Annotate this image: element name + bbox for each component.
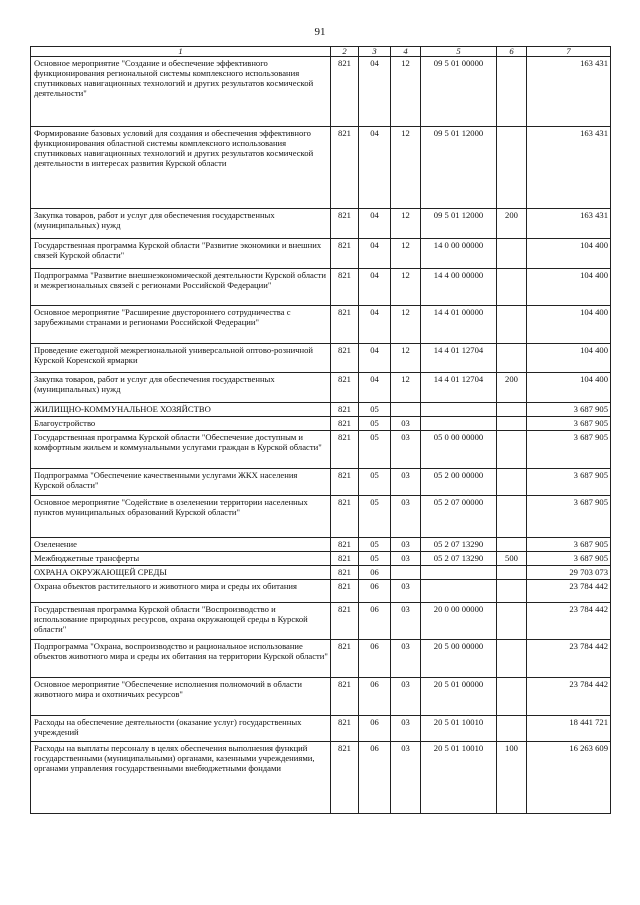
row-summa-cell: 3 687 905 (527, 538, 611, 552)
page-number: 91 (314, 26, 326, 38)
row-podrazdel-cell: 03 (391, 496, 421, 538)
row-summa-cell: 16 263 609 (527, 742, 611, 814)
row-vr-cell (497, 431, 527, 469)
row-name-cell: Основное мероприятие "Расширение двустороннего сотрудничества с зарубежными странами и регионами Российской Федерации" (31, 306, 331, 344)
row-razdel-cell: 05 (359, 496, 391, 538)
row-vr-cell (497, 417, 527, 431)
row-razdel-cell: 06 (359, 566, 391, 580)
row-vr-cell (497, 603, 527, 640)
row-csr-cell: 20 5 01 10010 (421, 742, 497, 814)
row-vedomstvo-cell: 821 (331, 538, 359, 552)
row-summa-cell: 104 400 (527, 373, 611, 403)
row-csr-cell (421, 580, 497, 603)
column-header: 6 (497, 47, 527, 57)
table-row (31, 469, 611, 496)
row-csr-cell: 09 5 01 12000 (421, 209, 497, 239)
row-vedomstvo-cell: 821 (331, 678, 359, 716)
row-csr-cell: 14 4 01 12704 (421, 373, 497, 403)
table-row (31, 580, 611, 603)
row-podrazdel-cell: 03 (391, 580, 421, 603)
row-razdel-cell: 05 (359, 431, 391, 469)
row-razdel-cell: 04 (359, 373, 391, 403)
table-row (31, 431, 611, 469)
row-podrazdel-cell: 12 (391, 373, 421, 403)
table-row (31, 127, 611, 209)
row-razdel-cell: 04 (359, 269, 391, 306)
row-razdel-cell: 05 (359, 469, 391, 496)
row-vedomstvo-cell: 821 (331, 496, 359, 538)
row-podrazdel-cell: 03 (391, 431, 421, 469)
row-csr-cell: 05 0 00 00000 (421, 431, 497, 469)
row-csr-cell: 20 5 00 00000 (421, 640, 497, 678)
row-vr-cell (497, 127, 527, 209)
row-vedomstvo-cell: 821 (331, 431, 359, 469)
row-name-cell: Подпрограмма "Развитие внешнеэкономической деятельности Курской области и межрегиональных связей с регионами Российской Федерации" (31, 269, 331, 306)
column-header: 2 (331, 47, 359, 57)
row-vedomstvo-cell: 821 (331, 469, 359, 496)
row-summa-cell: 23 784 442 (527, 640, 611, 678)
row-csr-cell: 20 5 01 10010 (421, 716, 497, 742)
row-podrazdel-cell: 03 (391, 678, 421, 716)
row-csr-cell: 14 0 00 00000 (421, 239, 497, 269)
row-csr-cell: 20 0 00 00000 (421, 603, 497, 640)
row-name-cell: Закупка товаров, работ и услуг для обеспечения государственных (муниципальных) нужд (31, 209, 331, 239)
row-podrazdel-cell: 12 (391, 127, 421, 209)
column-header: 4 (391, 47, 421, 57)
row-podrazdel-cell: 12 (391, 269, 421, 306)
row-vr-cell (497, 640, 527, 678)
row-podrazdel-cell (391, 403, 421, 417)
row-summa-cell: 163 431 (527, 209, 611, 239)
row-podrazdel-cell: 03 (391, 469, 421, 496)
table-row (31, 344, 611, 373)
row-csr-cell: 14 4 01 00000 (421, 306, 497, 344)
row-vedomstvo-cell: 821 (331, 716, 359, 742)
row-vedomstvo-cell: 821 (331, 640, 359, 678)
row-name-cell: Благоустройство (31, 417, 331, 431)
row-vr-cell: 100 (497, 742, 527, 814)
budget-table (30, 46, 611, 814)
row-name-cell: Охрана объектов растительного и животного мира и среды их обитания (31, 580, 331, 603)
row-vr-cell: 200 (497, 209, 527, 239)
row-summa-cell: 23 784 442 (527, 580, 611, 603)
row-vr-cell (497, 403, 527, 417)
header-row (31, 47, 611, 57)
row-vedomstvo-cell: 821 (331, 239, 359, 269)
row-name-cell: Межбюджетные трансферты (31, 552, 331, 566)
row-vr-cell (497, 344, 527, 373)
row-csr-cell: 05 2 07 13290 (421, 538, 497, 552)
row-vr-cell (497, 306, 527, 344)
row-razdel-cell: 04 (359, 57, 391, 127)
row-csr-cell: 09 5 01 12000 (421, 127, 497, 209)
row-vedomstvo-cell: 821 (331, 269, 359, 306)
row-summa-cell: 104 400 (527, 239, 611, 269)
row-summa-cell: 23 784 442 (527, 603, 611, 640)
row-razdel-cell: 05 (359, 538, 391, 552)
row-podrazdel-cell: 03 (391, 552, 421, 566)
row-summa-cell: 163 431 (527, 57, 611, 127)
row-vedomstvo-cell: 821 (331, 742, 359, 814)
table-row (31, 716, 611, 742)
row-vedomstvo-cell: 821 (331, 552, 359, 566)
row-summa-cell: 3 687 905 (527, 431, 611, 469)
row-summa-cell: 163 431 (527, 127, 611, 209)
row-name-cell: Расходы на выплаты персоналу в целях обеспечения выполнения функций государственными (муниципальными) органами, казенными учреждениями, органами управления государственными внебюджетными фондами (31, 742, 331, 814)
row-vr-cell: 500 (497, 552, 527, 566)
row-summa-cell: 3 687 905 (527, 496, 611, 538)
row-podrazdel-cell: 03 (391, 640, 421, 678)
table-row (31, 496, 611, 538)
row-name-cell: Подпрограмма "Обеспечение качественными услугами ЖКХ населения Курской области" (31, 469, 331, 496)
table-body (31, 57, 611, 814)
row-summa-cell: 3 687 905 (527, 403, 611, 417)
row-podrazdel-cell: 12 (391, 344, 421, 373)
row-summa-cell: 23 784 442 (527, 678, 611, 716)
row-vr-cell (497, 566, 527, 580)
row-vr-cell (497, 269, 527, 306)
row-csr-cell: 09 5 01 00000 (421, 57, 497, 127)
row-razdel-cell: 06 (359, 742, 391, 814)
row-vedomstvo-cell: 821 (331, 603, 359, 640)
column-header: 3 (359, 47, 391, 57)
row-razdel-cell: 05 (359, 417, 391, 431)
row-razdel-cell: 06 (359, 640, 391, 678)
row-vedomstvo-cell: 821 (331, 566, 359, 580)
row-csr-cell: 20 5 01 00000 (421, 678, 497, 716)
row-summa-cell: 29 703 073 (527, 566, 611, 580)
row-csr-cell (421, 417, 497, 431)
row-vedomstvo-cell: 821 (331, 417, 359, 431)
row-name-cell: Закупка товаров, работ и услуг для обеспечения государственных (муниципальных) нужд (31, 373, 331, 403)
row-name-cell: Государственная программа Курской области "Воспроизводство и использование природных ресурсов, охрана окружающей среды в Курской области" (31, 603, 331, 640)
table-row (31, 417, 611, 431)
row-vr-cell (497, 496, 527, 538)
row-vr-cell (497, 716, 527, 742)
table-row (31, 239, 611, 269)
table-row (31, 566, 611, 580)
row-vr-cell (497, 580, 527, 603)
row-name-cell: ОХРАНА ОКРУЖАЮЩЕЙ СРЕДЫ (31, 566, 331, 580)
row-summa-cell: 18 441 721 (527, 716, 611, 742)
row-csr-cell: 05 2 00 00000 (421, 469, 497, 496)
row-summa-cell: 3 687 905 (527, 417, 611, 431)
row-vr-cell (497, 678, 527, 716)
column-header: 1 (31, 47, 331, 57)
row-razdel-cell: 04 (359, 344, 391, 373)
row-csr-cell (421, 403, 497, 417)
row-podrazdel-cell: 03 (391, 538, 421, 552)
row-vedomstvo-cell: 821 (331, 209, 359, 239)
row-vedomstvo-cell: 821 (331, 344, 359, 373)
row-name-cell: Основное мероприятие "Создание и обеспечение эффективного функционирования региональной системы комплексного использования спутниковых навигационных технологий и других результатов космической деятельности" (31, 57, 331, 127)
table-row (31, 678, 611, 716)
row-vedomstvo-cell: 821 (331, 580, 359, 603)
column-header: 7 (527, 47, 611, 57)
row-razdel-cell: 04 (359, 209, 391, 239)
row-razdel-cell: 06 (359, 678, 391, 716)
table-row (31, 603, 611, 640)
row-podrazdel-cell: 12 (391, 57, 421, 127)
row-vr-cell: 200 (497, 373, 527, 403)
table-row (31, 373, 611, 403)
row-podrazdel-cell: 12 (391, 239, 421, 269)
row-summa-cell: 104 400 (527, 306, 611, 344)
row-podrazdel-cell: 03 (391, 603, 421, 640)
row-vedomstvo-cell: 821 (331, 373, 359, 403)
row-vedomstvo-cell: 821 (331, 127, 359, 209)
row-name-cell: Основное мероприятие "Обеспечение исполнения полномочий в области животного мира и охотничьих ресурсов" (31, 678, 331, 716)
table-row (31, 403, 611, 417)
row-name-cell: Проведение ежегодной межрегиональной универсальной оптово-розничной Курской Коренской ярмарки (31, 344, 331, 373)
row-name-cell: Государственная программа Курской области "Развитие экономики и внешних связей Курской области" (31, 239, 331, 269)
table-row (31, 209, 611, 239)
row-podrazdel-cell: 03 (391, 417, 421, 431)
row-csr-cell: 05 2 07 13290 (421, 552, 497, 566)
table-row (31, 269, 611, 306)
row-podrazdel-cell (391, 566, 421, 580)
column-header: 5 (421, 47, 497, 57)
row-vr-cell (497, 469, 527, 496)
row-vr-cell (497, 239, 527, 269)
row-summa-cell: 104 400 (527, 269, 611, 306)
row-vedomstvo-cell: 821 (331, 306, 359, 344)
row-razdel-cell: 04 (359, 306, 391, 344)
row-razdel-cell: 04 (359, 239, 391, 269)
row-name-cell: Основное мероприятие "Содействие в озеленении территории населенных пунктов муниципальных образований Курской области" (31, 496, 331, 538)
table-row (31, 552, 611, 566)
row-razdel-cell: 06 (359, 603, 391, 640)
row-name-cell: Государственная программа Курской области "Обеспечение доступным и комфортным жильем и коммунальными услугами граждан в Курской области" (31, 431, 331, 469)
row-summa-cell: 3 687 905 (527, 469, 611, 496)
row-vr-cell (497, 57, 527, 127)
table-row (31, 538, 611, 552)
row-summa-cell: 104 400 (527, 344, 611, 373)
row-podrazdel-cell: 12 (391, 306, 421, 344)
row-name-cell: Подпрограмма "Охрана, воспроизводство и рациональное использование объектов животного мира и среды их обитания на территории Курской области" (31, 640, 331, 678)
table-row (31, 57, 611, 127)
row-name-cell: Озеленение (31, 538, 331, 552)
row-csr-cell (421, 566, 497, 580)
table-row (31, 742, 611, 814)
row-name-cell: ЖИЛИЩНО-КОММУНАЛЬНОЕ ХОЗЯЙСТВО (31, 403, 331, 417)
row-razdel-cell: 05 (359, 403, 391, 417)
row-csr-cell: 14 4 01 12704 (421, 344, 497, 373)
row-name-cell: Формирование базовых условий для создания и обеспечения эффективного функционирования областной системы комплексного использования спутниковых навигационных технологий и других результатов космической деятельности в интересах развития Курской области (31, 127, 331, 209)
row-vedomstvo-cell: 821 (331, 403, 359, 417)
row-csr-cell: 05 2 07 00000 (421, 496, 497, 538)
table-row (31, 306, 611, 344)
row-name-cell: Расходы на обеспечение деятельности (оказание услуг) государственных учреждений (31, 716, 331, 742)
row-podrazdel-cell: 03 (391, 716, 421, 742)
row-podrazdel-cell: 03 (391, 742, 421, 814)
row-razdel-cell: 06 (359, 716, 391, 742)
row-razdel-cell: 04 (359, 127, 391, 209)
row-csr-cell: 14 4 00 00000 (421, 269, 497, 306)
row-vr-cell (497, 538, 527, 552)
row-razdel-cell: 05 (359, 552, 391, 566)
row-podrazdel-cell: 12 (391, 209, 421, 239)
row-summa-cell: 3 687 905 (527, 552, 611, 566)
row-vedomstvo-cell: 821 (331, 57, 359, 127)
table-row (31, 640, 611, 678)
row-razdel-cell: 06 (359, 580, 391, 603)
